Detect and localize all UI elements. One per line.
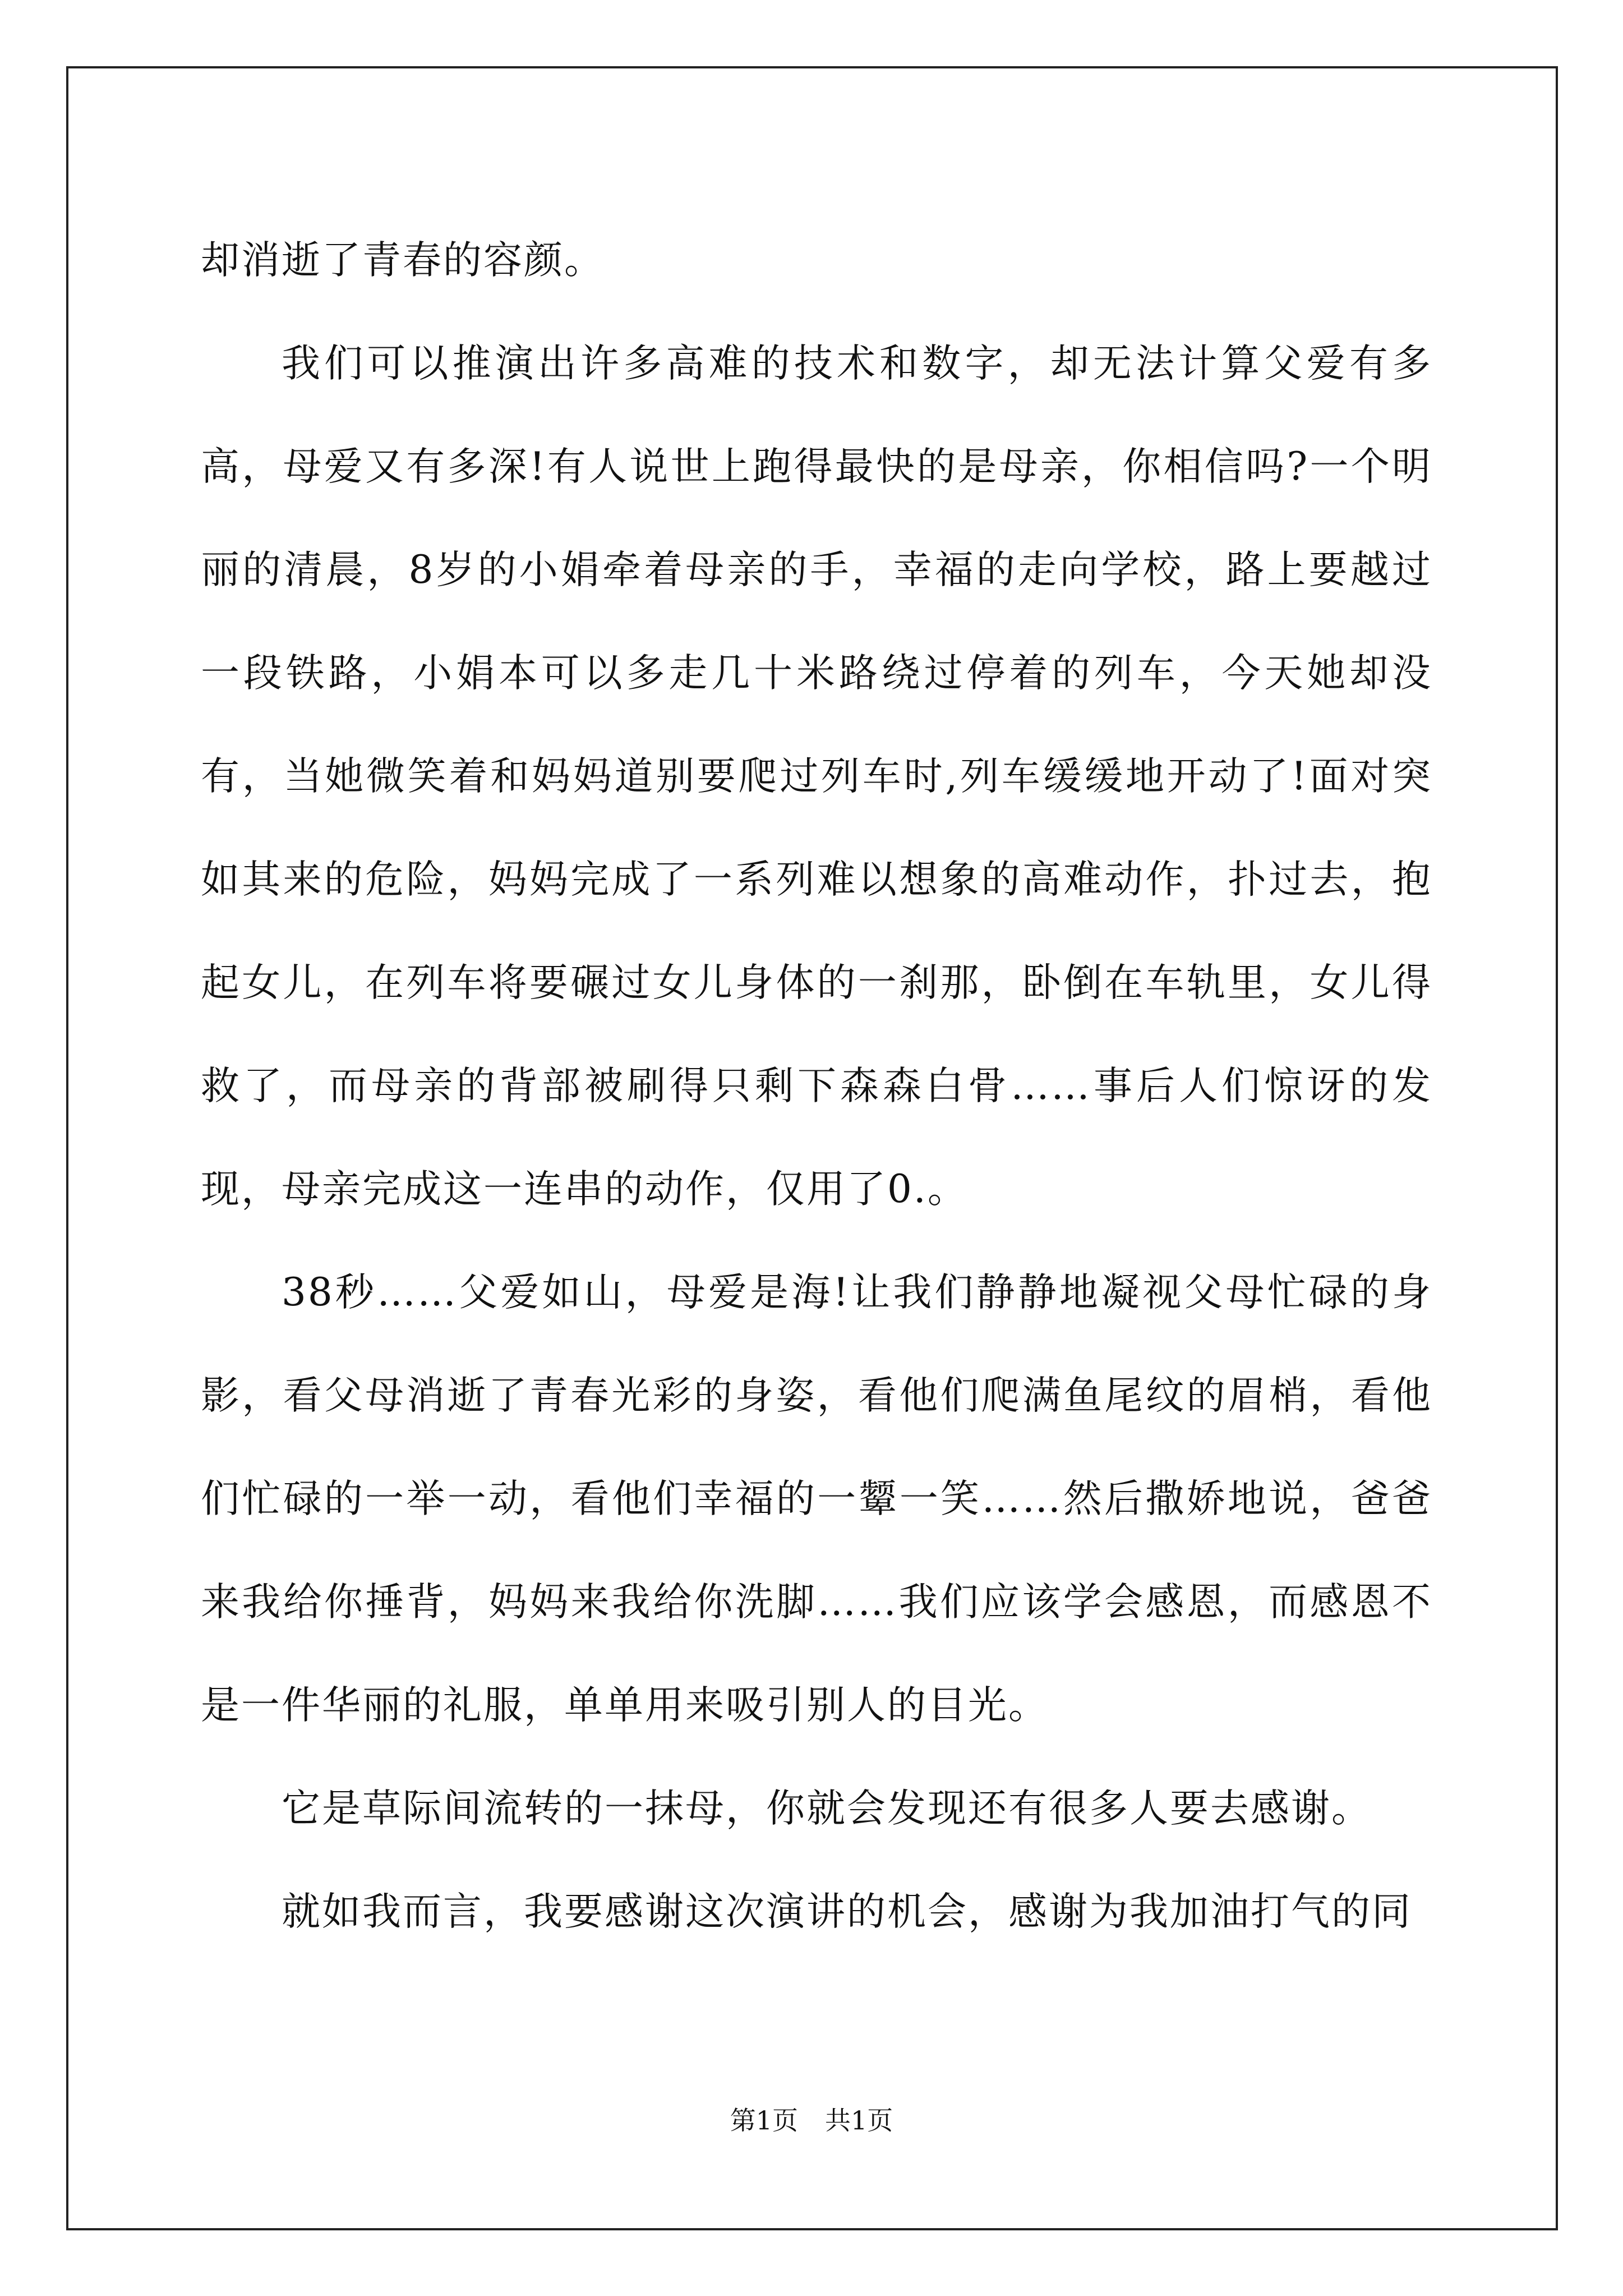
paragraph-2: 我们可以推演出许多高难的技术和数字，却无法计算父爱有多高，母爱又有多深!有人说世上跑得最快的是母亲，你相信吗?一个明丽的清晨，8岁的小娟牵着母亲的手，幸福的走向学校，路上要越过一段铁路，小娟本可以多走几十米路绕过停着的列车，今天她却没有，当她微笑着和妈妈道别要爬过列车时,列车缓缓地开动了!面对突如其来的危险，妈妈完成了一系列难以想象的高难动作，扑过去，抱起女儿，在列车将要碾过女儿身体的一刹那，卧倒在车轨里，女儿得救了，而母亲的背部被刷得只剩下森森白骨……事后人们惊讶的发现，母亲完成这一连串的动作，仅用了0.。 xyxy=(201,341,1432,1212)
page-footer xyxy=(0,2104,1623,2137)
paragraph-5: 就如我而言，我要感谢这次演讲的机会，感谢为我加油打气的同 xyxy=(282,1889,1412,1934)
paragraph-3: 38秒……父爱如山，母爱是海!让我们静静地凝视父母忙碌的身影，看父母消逝了青春光彩的身姿，看他们爬满鱼尾纹的眉梢，看他们忙碌的一举一动，看他们幸福的一颦一笑……然后撒娇地说，爸爸来我给你捶背，妈妈来我给你洗脚……我们应该学会感恩，而感恩不是一件华丽的礼服，单单用来吸引别人的目光。 xyxy=(201,1270,1432,1728)
page-number-total: 共1页 xyxy=(825,2105,893,2136)
paragraph-4: 它是草际间流转的一抹母，你就会发现还有很多人要去感谢。 xyxy=(282,1786,1372,1831)
document-body xyxy=(201,209,1432,1963)
paragraph-1: 却消逝了青春的容颜。 xyxy=(201,238,605,283)
page-number-current: 第1页 xyxy=(730,2105,798,2136)
